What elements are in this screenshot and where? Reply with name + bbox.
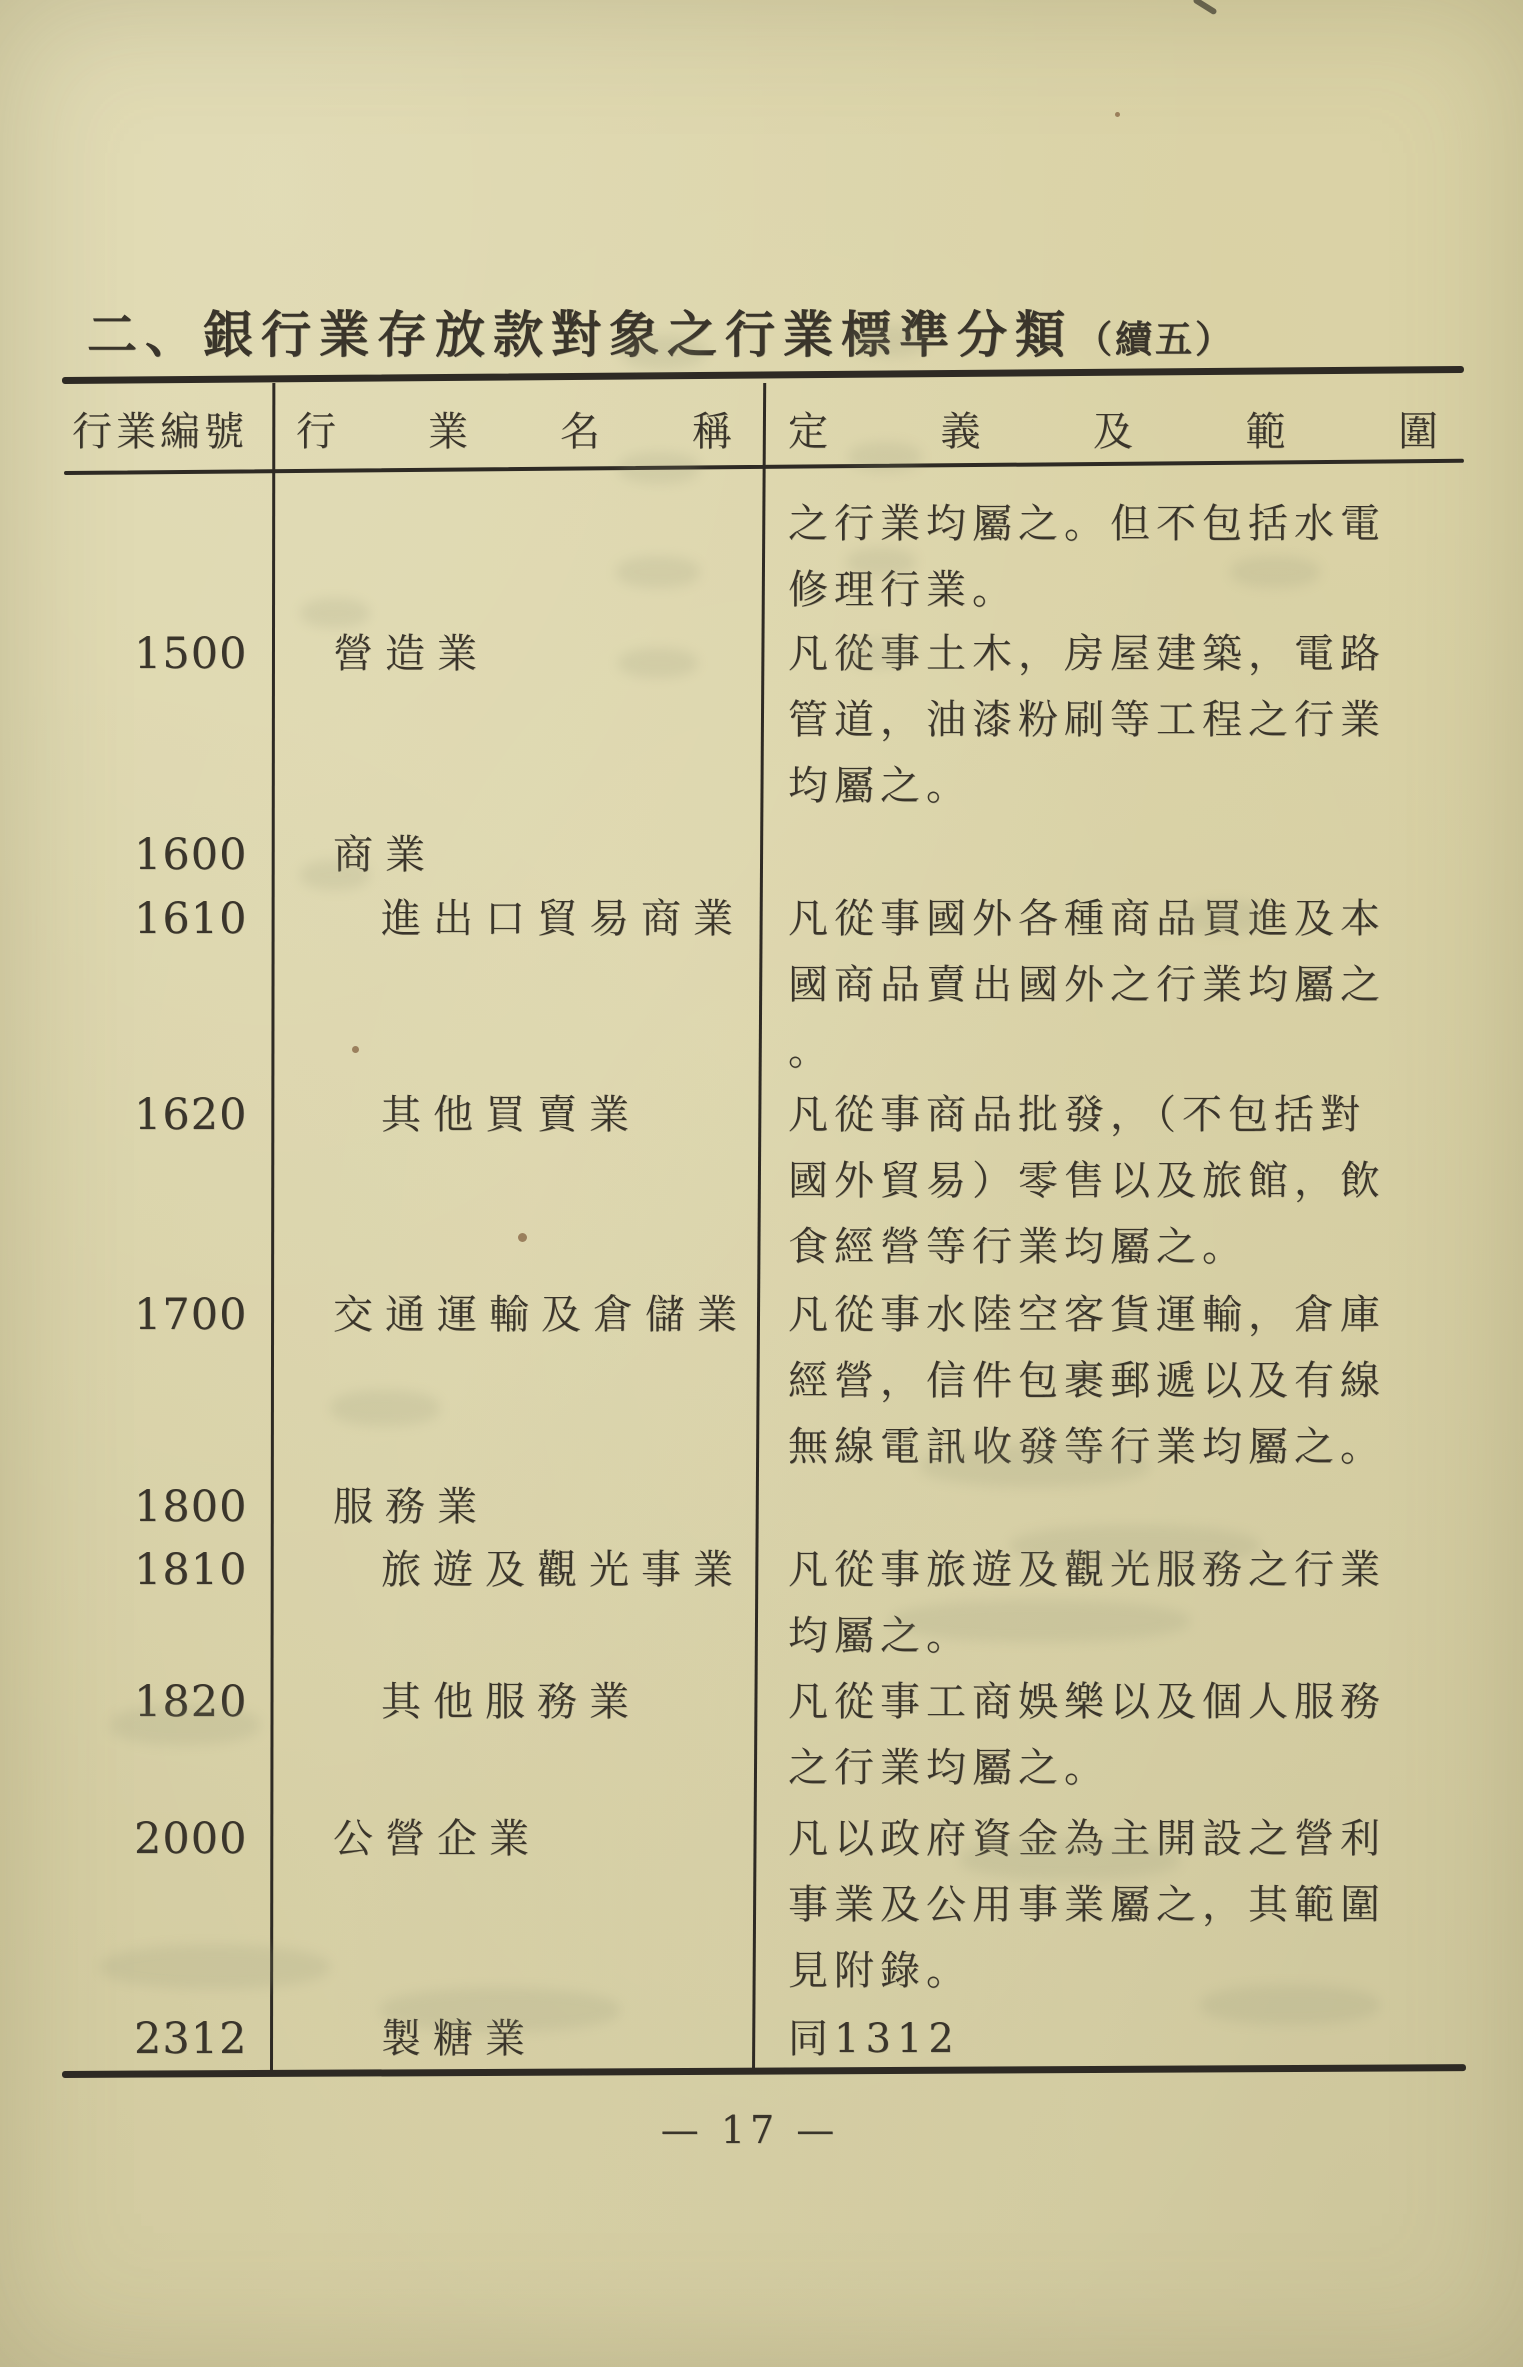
page-number: — 17 — — [660, 2108, 840, 2152]
definition-line: 管道，油漆粉刷等工程之行業 — [788, 697, 1386, 743]
industry-code: 1500 — [134, 629, 248, 679]
header-character: 業 — [428, 409, 468, 455]
bleed-through-smudge — [110, 1705, 260, 1745]
definition-line: 國商品賣出國外之行業均屬之 — [788, 962, 1386, 1008]
industry-name: 旅遊及觀光事業 — [381, 1547, 745, 1593]
definition-line: 。 — [788, 1028, 834, 1074]
definition-line: 無線電訊收發等行業均屬之。 — [788, 1424, 1386, 1470]
definition-line: 凡以政府資金為主開設之營利 — [788, 1816, 1386, 1862]
title-continuation-marker: （續五） — [1075, 317, 1235, 361]
definition-line: 事業及公用事業屬之，其範圍 — [788, 1882, 1386, 1928]
bleed-through-smudge — [890, 1600, 1190, 1642]
paper-speck — [1115, 112, 1120, 117]
industry-name: 進出口貿易商業 — [381, 896, 745, 942]
title-text: 二、銀行業存放款對象之行業標準分類 — [87, 305, 1073, 364]
header-character: 行 — [72, 409, 112, 455]
header-character: 名 — [560, 409, 600, 455]
definition-line: 之行業均屬之。但不包括水電 — [788, 501, 1386, 547]
bleed-through-smudge — [300, 860, 370, 890]
industry-name: 營造業 — [333, 631, 489, 677]
definition-line: 修理行業。 — [788, 567, 1018, 613]
header-character: 義 — [940, 409, 981, 455]
header-character: 定 — [788, 409, 828, 455]
definition-cell — [788, 895, 1478, 1093]
bleed-through-smudge — [846, 548, 916, 576]
definition-line: 均屬之。 — [788, 763, 972, 809]
industry-code: 2000 — [134, 1814, 248, 1864]
bleed-through-smudge — [1200, 1985, 1380, 2025]
industry-code: 1800 — [134, 1482, 248, 1532]
industry-code: 1810 — [134, 1545, 248, 1595]
definition-line: 食經營等行業均屬之。 — [788, 1224, 1248, 1270]
header-character: 範 — [1245, 409, 1286, 455]
bleed-through-smudge — [620, 335, 706, 369]
bleed-through-smudge — [380, 1988, 620, 2032]
definition-line: 凡從事旅遊及觀光服務之行業 — [788, 1547, 1386, 1593]
industry-name: 服務業 — [333, 1484, 489, 1530]
header-character: 圍 — [1398, 409, 1438, 455]
industry-code: 1600 — [134, 830, 248, 880]
definition-cell — [788, 1091, 1478, 1289]
industry-code: 2312 — [134, 2014, 248, 2064]
industry-name: 交通運輸及倉儲業 — [333, 1292, 749, 1338]
definition-line: 凡從事工商娛樂以及個人服務 — [788, 1679, 1386, 1725]
bleed-through-smudge — [1010, 1525, 1260, 1567]
definition-line: 經營，信件包裹郵遞以及有線 — [788, 1358, 1386, 1404]
paper-speck — [352, 1046, 359, 1053]
definition-line: 之行業均屬之。 — [788, 1745, 1110, 1791]
definition-line: 同1312 — [788, 2016, 960, 2062]
bleed-through-smudge — [1180, 900, 1270, 934]
header-character: 及 — [1093, 409, 1133, 455]
paper-speck — [518, 1233, 527, 1242]
bleed-through-smudge — [848, 442, 922, 472]
bleed-through-smudge — [100, 1945, 330, 1989]
bleed-through-smudge — [618, 648, 698, 678]
definition-line: 國外貿易）零售以及旅館，飲 — [788, 1158, 1386, 1204]
definition-line: 凡從事水陸空客貨運輸，倉庫 — [788, 1292, 1386, 1338]
header-character: 業 — [116, 409, 156, 455]
industry-name: 其他服務業 — [381, 1679, 641, 1725]
industry-name: 製糖業 — [381, 2016, 537, 2062]
industry-code: 1700 — [134, 1290, 248, 1340]
column-header-industry-name — [296, 408, 732, 456]
industry-code: 1620 — [134, 1090, 248, 1140]
table-top-border — [62, 366, 1464, 384]
bleed-through-smudge — [850, 325, 928, 357]
bleed-through-smudge — [1230, 556, 1320, 588]
industry-code: 1820 — [134, 1677, 248, 1727]
header-character: 號 — [204, 409, 244, 455]
bleed-through-smudge — [960, 1840, 1180, 1880]
industry-name: 商業 — [333, 832, 437, 878]
industry-name: 其他買賣業 — [381, 1092, 641, 1138]
bleed-through-smudge — [920, 1445, 1150, 1487]
column-divider-name-definition — [752, 383, 766, 2073]
scan-artifact — [1192, 0, 1217, 15]
industry-name: 公營企業 — [333, 1816, 541, 1862]
definition-line: 均屬之。 — [788, 1613, 972, 1659]
bleed-through-smudge — [616, 556, 700, 588]
industry-code: 1610 — [134, 894, 248, 944]
bleed-through-smudge — [330, 1390, 440, 1426]
header-character: 編 — [160, 409, 200, 455]
definition-cell — [788, 1678, 1478, 1810]
definition-line: 凡從事商品批發，（不包括對 — [788, 1092, 1366, 1138]
definition-line: 見附錄。 — [788, 1948, 972, 1994]
column-header-industry-code — [72, 408, 244, 456]
definition-line: 凡從事國外各種商品買進及本 — [788, 896, 1386, 942]
bleed-through-smudge — [618, 452, 700, 484]
header-character: 行 — [296, 409, 336, 455]
definition-line: 凡從事土木，房屋建築，電路 — [788, 631, 1386, 677]
header-character: 稱 — [692, 409, 732, 455]
bleed-through-smudge — [300, 598, 370, 628]
column-divider-code-name — [270, 383, 275, 2073]
bleed-through-smudge — [846, 640, 912, 668]
